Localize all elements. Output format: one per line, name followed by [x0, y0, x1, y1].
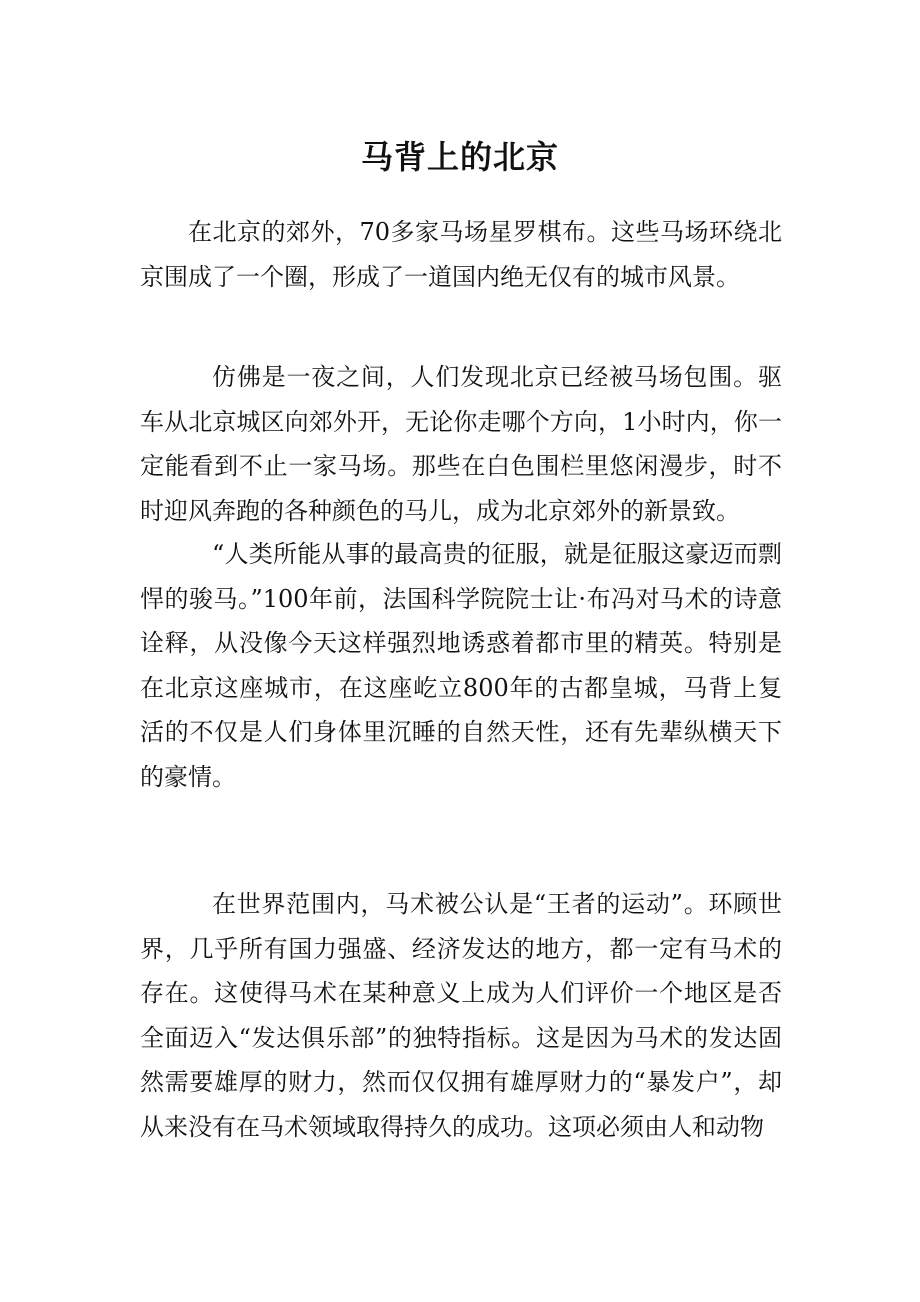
paragraph-3: “人类所能从事的最高贵的征服，就是征服这豪迈而剽悍的骏马。”100年前，法国科学院院士让·布冯对马术的诗意诠释，从没像今天这样强烈地诱惑着都市里的精英。特别是在北京这座城市，在这座屹立800年的古都皇城，马背上复活的不仅是人们身体里沉睡的自然天性，还有先辈纵横天下的豪情。 [140, 540, 782, 791]
paragraph-1: 在北京的郊外，70多家马场星罗棋布。这些马场环绕北京围成了一个圈，形成了一道国内绝无仅有的城市风景。 [140, 218, 782, 291]
document-title: 马背上的北京 [360, 138, 559, 177]
paragraph-4: 在世界范围内，马术被公认是“王者的运动”。环顾世界，几乎所有国力强盛、经济发达的地方，都一定有马术的存在。这使得马术在某种意义上成为人们评价一个地区是否全面迈入“发达俱乐部”的独特指标。这是因为马术的发达固然需要雄厚的财力，然而仅仅拥有雄厚财力的“暴发户”，却从来没有在马术领域取得持久的成功。这项必须由人和动物 [140, 890, 782, 1141]
paragraph-2: 仿佛是一夜之间，人们发现北京已经被马场包围。驱车从北京城区向郊外开，无论你走哪个方向，1小时内，你一定能看到不止一家马场。那些在白色围栏里悠闲漫步，时不时迎风奔跑的各种颜色的马儿，成为北京郊外的新景致。 [140, 363, 782, 525]
